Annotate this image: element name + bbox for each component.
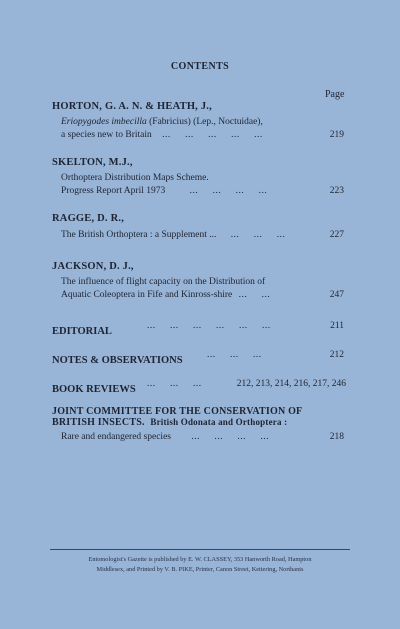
section-editorial bbox=[52, 321, 352, 335]
page-column-header: Page bbox=[325, 89, 345, 100]
entry-author-line2: BRITISH INSECTS. bbox=[52, 417, 145, 428]
entry-author: SKELTON, M.J., bbox=[52, 157, 133, 168]
entry-line bbox=[61, 431, 352, 444]
page-number: 247 bbox=[329, 290, 344, 300]
leader-dots: ... ... ... ... ... ... bbox=[147, 321, 271, 331]
entry-text: Rare and endangered species bbox=[61, 432, 171, 442]
entry-author-cont bbox=[52, 417, 352, 428]
page-title: CONTENTS bbox=[170, 61, 230, 72]
entry-text: Aquatic Coleoptera in Fife and Kinross-shire bbox=[61, 290, 233, 300]
leader-dots: ... ... ... bbox=[207, 350, 262, 360]
publisher-footer bbox=[50, 555, 350, 575]
entry-text: The influence of flight capacity on the Distribution of bbox=[61, 277, 266, 287]
entry-author: RAGGE, D. R., bbox=[52, 213, 125, 224]
page-number: 227 bbox=[329, 230, 344, 240]
entry-text: (Fabricius) (Lep., Noctuidae), bbox=[146, 117, 263, 127]
footer-line: Entomologist's Gazette is published by E. W. CLASSEY, 353 Hanworth Road, Hampton bbox=[88, 556, 312, 563]
entry-line bbox=[61, 172, 352, 185]
entry-ragge bbox=[52, 213, 352, 242]
entry-jackson bbox=[52, 261, 352, 302]
section-label: NOTES & OBSERVATIONS bbox=[52, 355, 183, 366]
leader-dots: ... ... ... bbox=[216, 230, 286, 240]
entry-skelton bbox=[52, 157, 352, 198]
section-label: EDITORIAL bbox=[52, 326, 112, 337]
leader-dots: ... ... ... ... ... bbox=[162, 130, 263, 140]
entry-line bbox=[61, 129, 352, 142]
entry-subtitle: British Odonata and Orthoptera : bbox=[150, 417, 288, 427]
footer-line: Middlesex, and Printed by V. B. PIKE, Printer, Canon Street, Kettering, Northants bbox=[96, 566, 304, 573]
page-number: 212 bbox=[329, 350, 344, 360]
entry-author: HORTON, G. A. N. & HEATH, J., bbox=[52, 101, 212, 112]
entry-author: JOINT COMMITTEE FOR THE CONSERVATION OF bbox=[52, 406, 303, 417]
entry-text: Orthoptera Distribution Maps Scheme. bbox=[61, 173, 209, 183]
entry-text: a species new to Britain bbox=[61, 130, 152, 140]
leader-dots: ... ... ... ... bbox=[191, 432, 269, 442]
entry-text: The British Orthoptera : a Supplement ... bbox=[61, 230, 217, 240]
page-number: 218 bbox=[329, 432, 344, 442]
page-number: 211 bbox=[330, 321, 344, 331]
leader-dots: ... ... ... bbox=[147, 379, 202, 389]
entry-text: Progress Report April 1973 bbox=[61, 186, 166, 196]
footer-divider bbox=[50, 549, 350, 550]
entry-line bbox=[61, 185, 352, 198]
section-notes bbox=[52, 350, 352, 364]
entry-joint-committee bbox=[52, 406, 352, 444]
entry-horton bbox=[52, 101, 352, 142]
leader-dots: ... ... bbox=[238, 290, 271, 300]
section-book-reviews bbox=[52, 379, 352, 393]
entry-line bbox=[61, 116, 352, 129]
entry-line bbox=[61, 289, 352, 302]
entry-line bbox=[61, 276, 352, 289]
page-number: 223 bbox=[329, 186, 344, 196]
leader-dots: ... ... ... ... bbox=[189, 186, 268, 196]
page-number: 212, 213, 214, 216, 217, 246 bbox=[236, 379, 346, 389]
page-number: 219 bbox=[329, 130, 344, 140]
entry-author: JACKSON, D. J., bbox=[52, 261, 134, 272]
entry-line bbox=[61, 229, 352, 242]
section-label: BOOK REVIEWS bbox=[52, 384, 136, 395]
species-name: Eriopygodes imbecilla bbox=[61, 117, 147, 127]
